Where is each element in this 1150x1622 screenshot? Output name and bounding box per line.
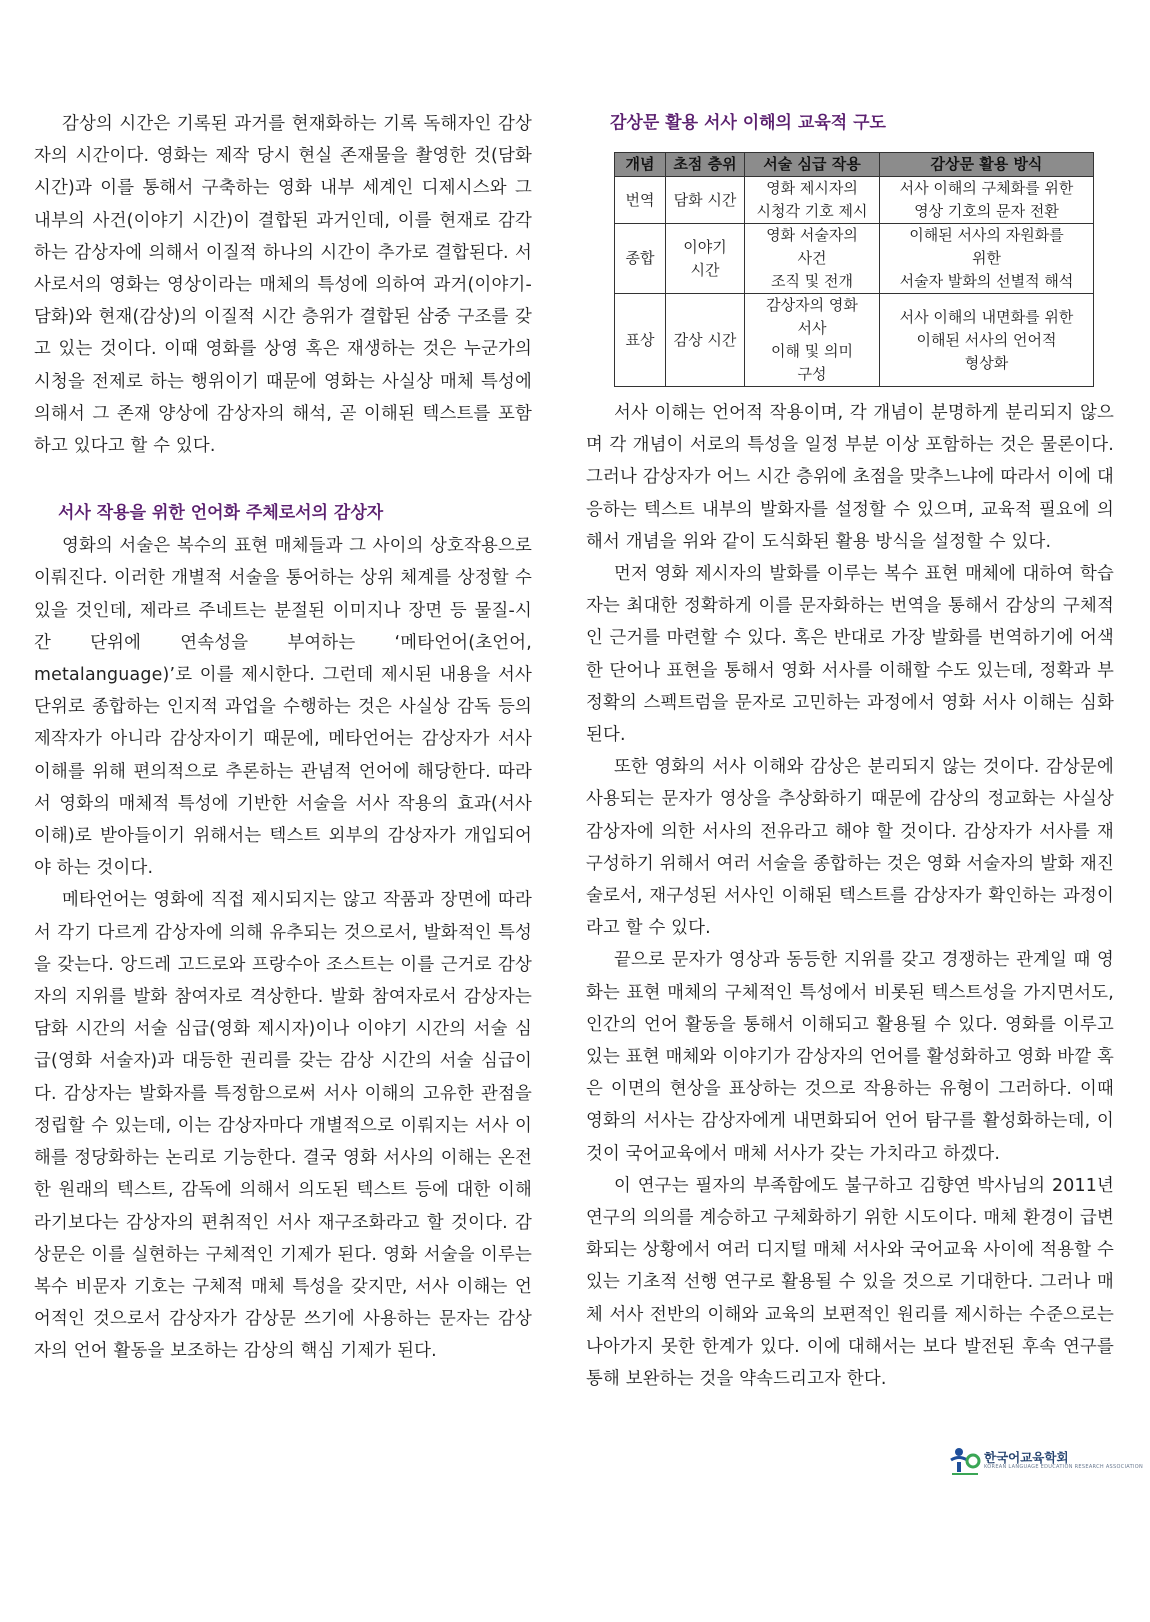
right-paragraph-5: 이 연구는 필자의 부족함에도 불구하고 김향연 박사님의 2011년 연구의 의의를 계승하고 구체화하기 위한 시도이다. 매체 환경이 급변화되는 상황에서 여러 디지털 매체 서사와 국어교육 사이에 적용할 수 있는 기초적 선행 연구로 활용될 수 있을 것으로 기대한다. 그러나 매체 서사 전반의 이해와 교육의 보편적인 원리를 제시하는 수준으로는 나아가지 못한 한계가 있다. 이에 대해서는 보다 발전된 후속 연구를 통해 보완하는 것을 약속드리고자 한다.	[586, 1175, 1114, 1390]
table-cell-level: 담화 시간	[666, 177, 745, 224]
cell-line: 이해된 서사의 언어적	[916, 330, 1057, 349]
table-header-cell: 개념	[615, 153, 666, 177]
cell-line: 시간	[690, 260, 720, 279]
cell-line: 영화 서술자의	[766, 226, 858, 244]
right-paragraph-1: 서사 이해는 언어적 작용이며, 각 개념이 분명하게 분리되지 않으며 각 개념이 서로의 특성을 일정 부분 이상 포함하는 것은 물론이다. 그러나 감상자가 어느 시간 층위에 초점을 맞추느냐에 따라서 이에 대응하는 텍스트 내부의 발화자를 설정할 수 있으며, 교육적 필요에 의해서 개념을 위와 같이 도식화된 활용 방식을 설정할 수 있다.	[586, 403, 1114, 552]
left-paragraph-2: 영화의 서술은 복수의 표현 매체들과 그 사이의 상호작용으로 이뤄진다. 이러한 개별적 서술을 통어하는 상위 체계를 상정할 수 있을 것인데, 제라르 주네트는 분절된 이미지나 장면 등 물질-시간 단위에 연속성을 부여하는 ‘메타언어(초언어, metalanguage)’로 이를 제시한다. 그런데 제시된 내용을 서사 단위로 종합하는 인지적 과업을 수행하는 것은 사실상 감독 등의 제작자가 아니라 감상자이기 때문에, 메타언어는 감상자가 서사 이해를 위해 편의적으로 추론하는 관념적 언어에 해당한다. 따라서 영화의 매체적 특성에 기반한 서술을 서사 작용의 효과(서사 이해)로 받아들이기 위해서는 텍스트 외부의 감상자가 개입되어야 하는 것이다.	[34, 536, 532, 879]
right-paragraph-2: 먼저 영화 제시자의 발화를 이루는 복수 표현 매체에 대하여 학습자는 최대한 정확하게 이를 문자화하는 번역을 통해서 감상의 구체적인 근거를 마련할 수 있다. 혹은 반대로 가장 발화를 번역하기에 어색한 단어나 표현을 통해서 영화 서사를 이해할 수도 있는데, 정확과 부정확의 스펙트럼을 문자로 고민하는 과정에서 영화 서사 이해는 심화된다.	[586, 564, 1114, 746]
table-cell-concept: 표상	[615, 294, 666, 387]
table-cell-method	[880, 224, 1094, 294]
table-row	[615, 177, 1094, 224]
section-heading-structure: 감상문 활용 서사 이해의 교육적 구도	[610, 113, 886, 133]
table-header-row	[615, 153, 1094, 177]
table-cell-action	[745, 177, 880, 224]
cell-line: 이야기	[683, 237, 727, 256]
table-cell-method	[880, 177, 1094, 224]
table-row	[615, 224, 1094, 294]
logo-subtext: KOREAN LANGUAGE EDUCATION RESEARCH ASSOCIATION	[984, 1464, 1144, 1470]
left-paragraph-3: 메타언어는 영화에 직접 제시되지는 않고 작품과 장면에 따라서 각기 다르게 감상자에 의해 유추되는 것으로서, 발화적인 특성을 갖는다. 앙드레 고드로와 프랑수아 조스트는 이를 근거로 감상자의 지위를 발화 참여자로 격상한다. 발화 참여자로서 감상자는 담화 시간의 서술 심급(영화 제시자)이나 이야기 시간의 서술 심급(영화 서술자)과 대등한 권리를 갖는 감상 시간의 서술 심급이다. 감상자는 발화자를 특정함으로써 서사 이해의 고유한 관점을 정립할 수 있는데, 이는 감상자마다 개별적으로 이뤄지는 서사 이해를 정당화하는 논리로 기능한다. 결국 영화 서사의 이해는 온전한 원래의 텍스트, 감독에 의해서 의도된 텍스트 등에 대한 이해라기보다는 감상자의 편취적인 서사 재구조화라고 할 것이다. 감상문은 이를 실현하는 구체적인 기제가 된다. 영화 서술을 이루는 복수 비문자 기호는 구체적 매체 특성을 갖지만, 서사 이해는 언어적인 것으로서 감상자가 감상문 쓰기에 사용하는 문자는 감상자의 언어 활동을 보조하는 감상의 핵심 기제가 된다.	[34, 890, 533, 1362]
logo-text: 한국어교육학회	[984, 1450, 1069, 1465]
cell-line: 영상 기호의 문자 전환	[914, 202, 1059, 220]
right-paragraph-4: 끝으로 문자가 영상과 동등한 지위를 갖고 경쟁하는 관계일 때 영화는 표현 매체의 구체적인 특성에서 비롯된 텍스트성을 가지면서도, 인간의 언어 활동을 통해서 이해되고 활용될 수 있다. 영화를 이루고 있는 표현 매체와 이야기가 감상자의 언어를 활성화하고 영화 바깥 혹은 이면의 현상을 표상하는 것으로 작용하는 유형이 그러하다. 이때 영화의 서사는 감상자에게 내면화되어 언어 탐구를 활성화하는데, 이것이 국어교육에서 매체 서사가 갖는 가치라고 하겠다.	[586, 950, 1114, 1164]
table-cell-concept: 종합	[615, 224, 666, 294]
table-cell-action	[745, 294, 880, 387]
cell-line: 구성	[797, 365, 827, 383]
cell-line: 사건	[797, 249, 827, 267]
cell-line: 서사	[797, 319, 827, 337]
section-heading-narrator: 서사 작용을 위한 언어화 주체로서의 감상자	[58, 503, 384, 524]
cell-line: 서사 이해의 구체화를 위한	[899, 179, 1074, 197]
table-cell-concept: 번역	[615, 177, 666, 224]
left-paragraph-1: 감상의 시간은 기록된 과거를 현재화하는 기록 독해자인 감상자의 시간이다. 영화는 제작 당시 현실 존재물을 촬영한 것(담화 시간)과 이를 통해서 구축하는 영화 내부 세계인 디제시스와 그 내부의 사건(이야기 시간)이 결합된 과거인데, 이를 현재로 감각하는 감상자에 의해서 이질적 하나의 시간이 추가로 결합된다. 서사로서의 영화는 영상이라는 매체의 특성에 의하여 과거(이야기-담화)와 현재(감상)의 이질적 시간 층위가 결합된 삼중 구조를 갖고 있는 것이다. 이때 영화를 상영 혹은 재생하는 것은 누군가의 시청을 전제로 하는 행위이기 때문에 영화는 사실상 매체 특성에 의해서 그 존재 양상에 감상자의 해석, 곧 이해된 텍스트를 포함하고 있다고 할 수 있다.	[34, 114, 532, 457]
cell-line: 시청각 기호 제시	[756, 202, 868, 220]
cell-line: 이해 및 의미	[771, 342, 853, 360]
cell-line: 조직 및 전개	[771, 272, 853, 290]
table-cell-method	[880, 294, 1094, 387]
left-column	[34, 108, 532, 1368]
cell-line: 영화 제시자의	[766, 179, 858, 197]
cell-line: 형상화	[964, 353, 1009, 372]
cell-line: 서사 이해의 내면화를 위한	[899, 307, 1074, 326]
education-structure-table	[614, 152, 1094, 387]
right-column	[586, 108, 1114, 1395]
table-header-cell: 감상문 활용 방식	[880, 153, 1094, 177]
table-cell-level	[666, 224, 745, 294]
cell-line: 위한	[972, 249, 1001, 267]
table-cell-action	[745, 224, 880, 294]
society-logo	[948, 1442, 1144, 1478]
cell-line: 감상자의 영화	[766, 296, 858, 314]
table-cell-level: 감상 시간	[666, 294, 745, 387]
cell-line: 서술자 발화의 선별적 해석	[899, 272, 1074, 290]
table-row	[615, 294, 1094, 387]
table-header-cell: 초점 층위	[666, 153, 745, 177]
table-header-cell: 서술 심급 작용	[745, 153, 880, 177]
right-paragraph-3: 또한 영화의 서사 이해와 감상은 분리되지 않는 것이다. 감상문에 사용되는 문자가 영상을 추상화하기 때문에 감상의 정교화는 사실상 감상자에 의한 서사의 전유라고 해야 할 것이다. 감상자가 서사를 재구성하기 위해서 여러 서술을 종합하는 것은 영화 서술자의 발화 재진술로서, 재구성된 서사인 이해된 텍스트를 감상자가 확인하는 과정이라고 할 수 있다.	[586, 757, 1114, 939]
cell-line: 이해된 서사의 자원화를	[909, 226, 1064, 244]
logo-mark-icon	[948, 1444, 982, 1478]
